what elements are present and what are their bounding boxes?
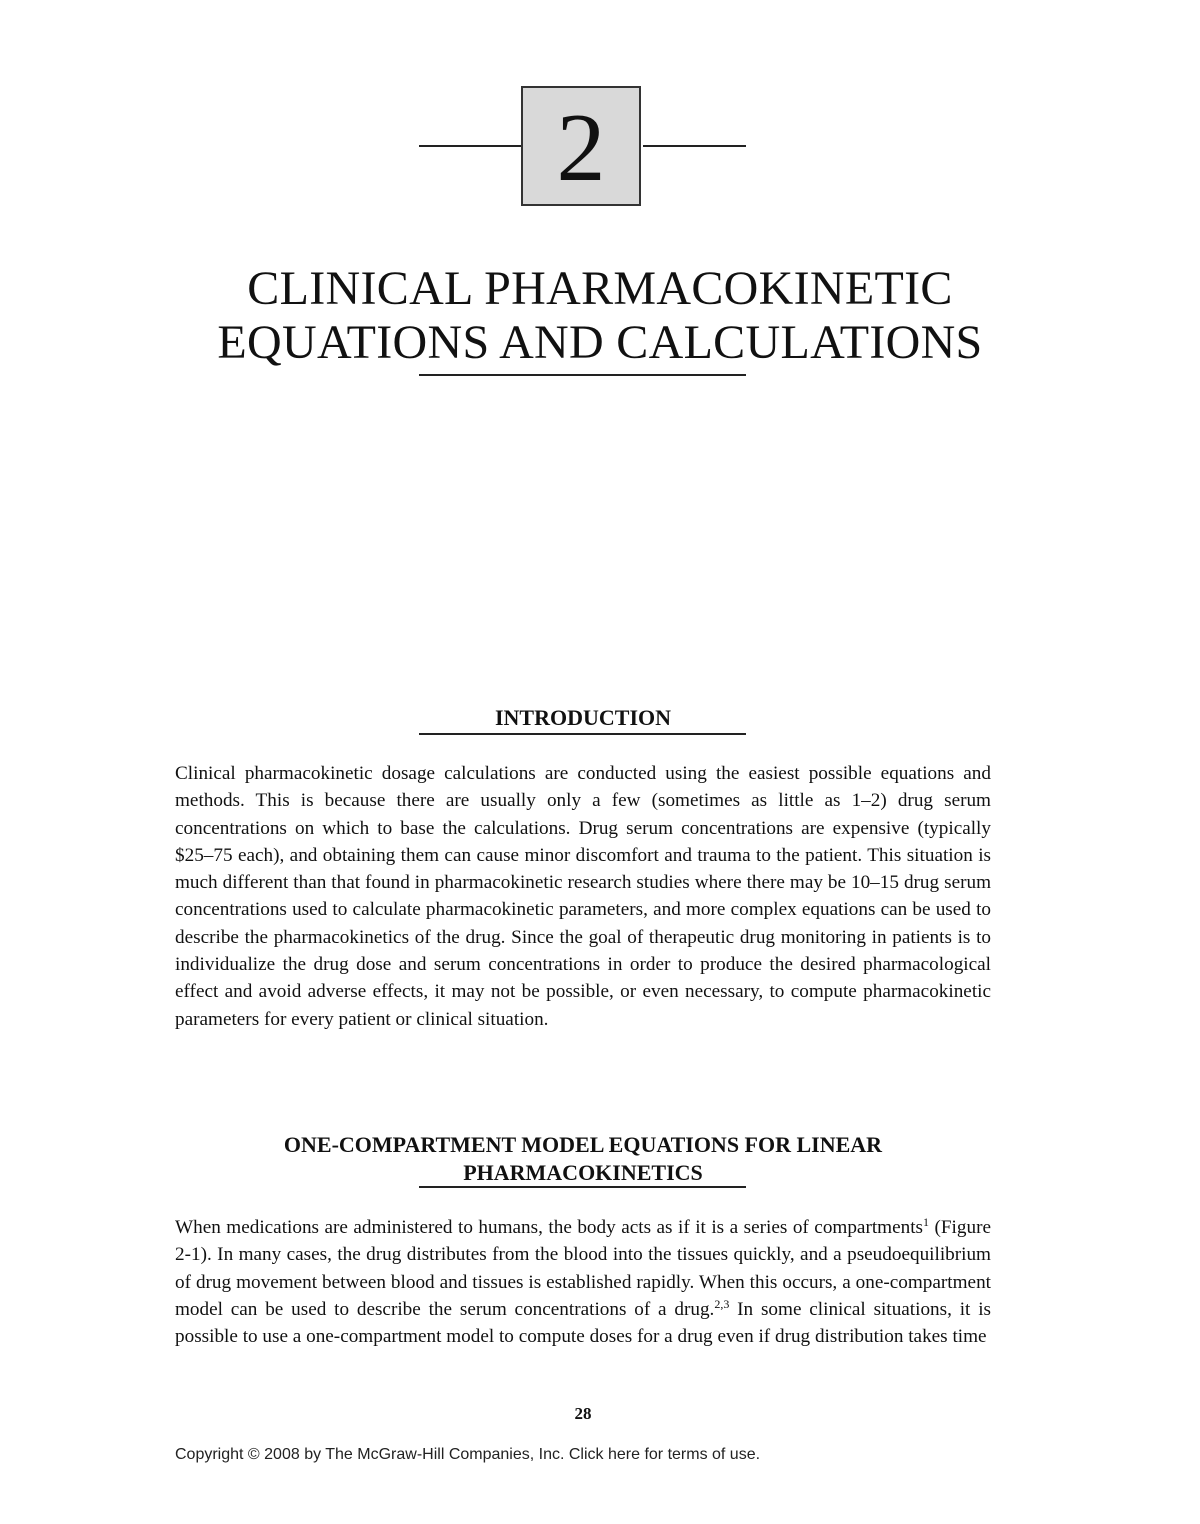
one-compartment-heading-line-2: PHARMACOKINETICS [463,1160,703,1185]
reference-1[interactable]: 1 [923,1215,929,1229]
one-compartment-heading-line-1: ONE-COMPARTMENT MODEL EQUATIONS FOR LINEAR [283,1132,883,1157]
chapter-title-line-1: CLINICAL PHARMACOKINETIC [247,262,953,315]
paragraph-text-2: (Figure 2-1). In many cases, the drug distributes from the blood into the tissues quickly, and a pseudoequilibrium of drug movement between blood and tissues is established rapidly. When this occurs, a one-compartment model can be used to describe the serum concentrations of a drug. [175,1217,991,1320]
paragraph-text-3: In some clinical situations, it is possible to use a one-compartment model to compute doses for a drug even if drug distribution takes time [175,1298,992,1348]
page-number: 28 [574,1404,592,1423]
chapter-line-left [419,145,522,147]
one-compartment-heading [175,1131,991,1187]
introduction-heading: INTRODUCTION [494,705,672,730]
title-rule [419,374,746,376]
introduction-paragraph: Clinical pharmacokinetic dosage calculations are conducted using the easiest possible equations and methods. This is because there are usually only a few (sometimes as little as 1–2) drug serum concentrations on which to base the calculations. Drug serum concentrations are expensive (typically $25–75 each), and obtaining them can cause minor discomfort and trauma to the patient. This situation is much different than that found in pharmacokinetic research studies where there may be 10–15 drug serum concentrations used to calculate pharmacokinetic parameters, and more complex equations can be used to describe the pharmacokinetics of the drug. Since the goal of therapeutic drug monitoring in patients is to individualize the drug dose and serum concentrations in order to produce the desired pharmacological effect and avoid adverse effects, it may not be possible, or even necessary, to compute pharmacokinetic parameters for every patient or clinical situation. [175,763,991,1030]
chapter-title-line-2: EQUATIONS AND CALCULATIONS [217,316,983,369]
copyright-notice[interactable]: Copyright © 2008 by The McGraw-Hill Companies, Inc. Click here for terms of use. [175,1446,761,1463]
paragraph-text-1: When medications are administered to humans, the body acts as if it is a series of compartments [175,1217,923,1238]
chapter-number-box [521,86,641,206]
chapter-title [100,262,1100,370]
one-compartment-paragraph [175,1214,991,1350]
chapter-number: 2 [556,94,606,202]
reference-2-3[interactable]: 2,3 [714,1296,730,1311]
one-compartment-rule [419,1186,746,1188]
chapter-line-right [643,145,746,147]
introduction-rule [419,733,746,735]
